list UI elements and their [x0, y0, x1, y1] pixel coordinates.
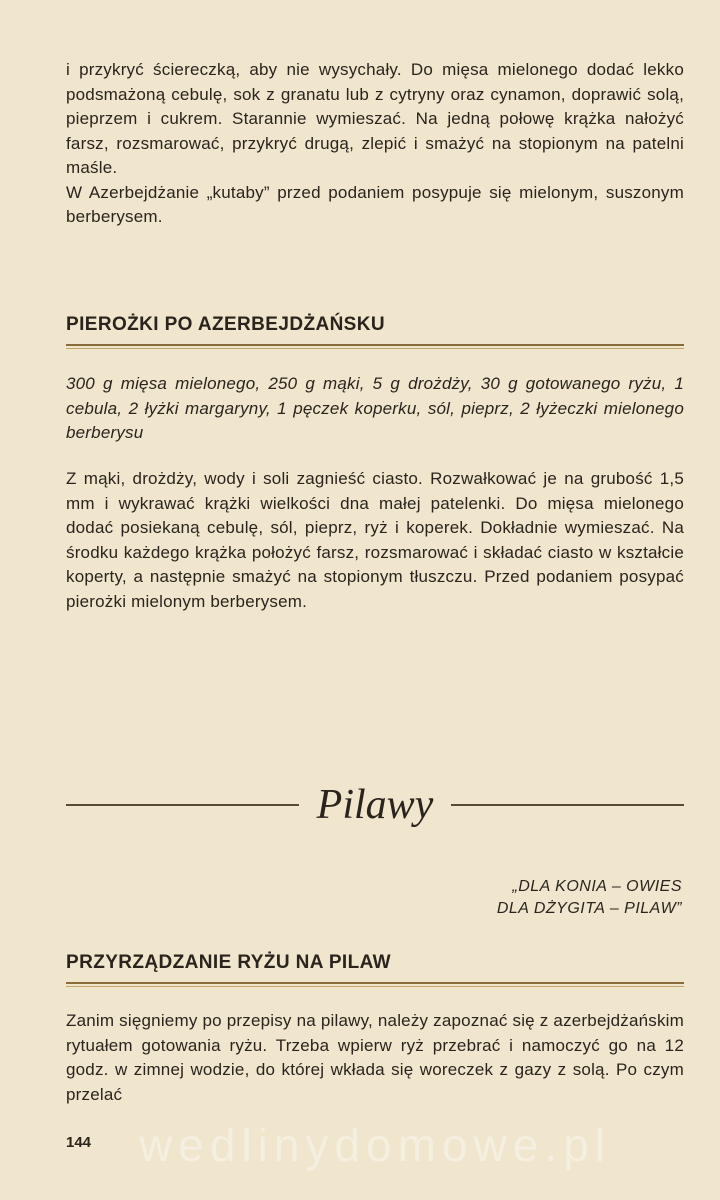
- recipe-2-title: PRZYRZĄDZANIE RYŻU NA PILAW: [66, 952, 391, 973]
- recipe-2-heading-block: [66, 952, 684, 974]
- section-rule-right: [451, 804, 684, 806]
- recipe-1-title: PIEROŻKI PO AZERBEJDŻAŃSKU: [66, 314, 386, 335]
- intro-paragraph-2: W Azerbejdżanie „kutaby” przed podaniem posypuje się mielonym, suszonym berberysem.: [66, 182, 684, 226]
- recipe-1-ingredients: 300 g mięsa mielonego, 250 g mąki, 5 g drożdży, 30 g gotowanego ryżu, 1 cebula, 2 łyżki margaryny, 1 pęczek koperku, sól, pieprz, 2 łyżeczki mielonego berberysu: [66, 374, 684, 442]
- section-rule-left: [66, 804, 299, 806]
- motto-line-1: „DLA KONIA – OWIES: [512, 878, 682, 895]
- page-number: 144: [66, 1134, 92, 1151]
- recipe-2-text: Zanim sięgniemy po przepisy na pilawy, należy zapoznać się z azerbejdżańskim rytuałem gotowania ryżu. Trzeba wpierw ryż przebrać i namoczyć go na 12 godz. w zimnej wodzie, do której wkłada się woreczek z gazy z solą. Po czym przelać: [66, 1011, 684, 1104]
- section-title-block: [66, 780, 684, 830]
- section-motto: [497, 876, 682, 920]
- intro-paragraph-1: i przykryć ściereczką, aby nie wysychały. Do mięsa mielonego dodać lekko podsmażoną cebulę, sok z granatu lub z cytryny oraz cynamon, doprawić solą, pieprzem i cukrem. Starannie wymieszać. Na jedną połowę krążka nałożyć farsz, rozsmarować, przykryć drugą, zlepić i smażyć na stopionym na patelni maśle.: [66, 60, 684, 177]
- recipe-1-method: Z mąki, drożdży, wody i soli zagnieść ciasto. Rozwałkować je na grubość 1,5 mm i wykrawać krążki wielkości dna małej patelenki. Do mięsa mielonego dodać posiekaną cebulę, sól, pieprz, ryż i koperek. Dokładnie wymieszać. Na środku każdego krążka położyć farsz, rozsmarować i składać ciasto w kształcie koperty, a następnie smażyć na stopionym tłuszczu. Przed podaniem posypać pierożki mielonym berberysem.: [66, 469, 684, 611]
- section-title: Pilawy: [316, 782, 434, 828]
- intro-text: [66, 58, 684, 230]
- recipe-2-rule: [66, 982, 684, 984]
- motto-line-2: DLA DŻYGITA – PILAW”: [496, 900, 682, 917]
- recipe-1-rule: [66, 344, 684, 346]
- recipe-1-heading-block: [66, 314, 684, 336]
- watermark: wedlinydomowe.pl: [139, 1119, 611, 1171]
